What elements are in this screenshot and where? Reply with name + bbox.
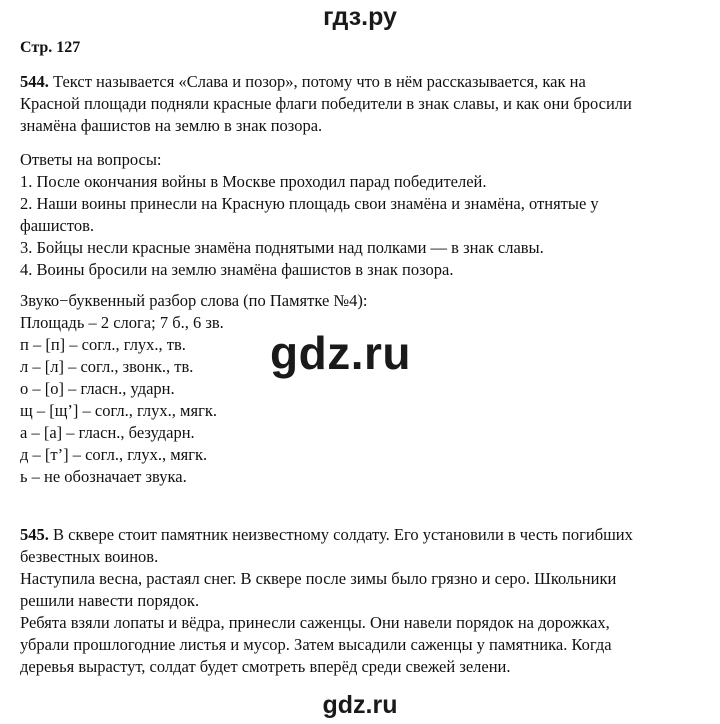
text-line: Красной площади подняли красные флаги победители в знак славы, и как они бросили bbox=[20, 94, 632, 113]
answer-line: фашистов. bbox=[20, 216, 95, 235]
text-line: знамёна фашистов на землю в знак позора. bbox=[20, 116, 323, 135]
text-fragment: В сквере стоит памятник неизвестному солдату. Его установили в честь погибших bbox=[48, 525, 633, 544]
text-line bbox=[20, 524, 690, 546]
text-line: убрали прошлогодние листья и мусор. Затем высадили саженцы у памятника. Когда bbox=[20, 635, 612, 654]
text-fragment: Текст называется «Слава и позор», потому что в нём рассказывается, как на bbox=[48, 72, 586, 91]
answer-line: 4. Воины бросили на землю знамёна фашистов в знак позора. bbox=[20, 260, 454, 279]
exercise-545-text bbox=[20, 524, 690, 678]
analysis-line: а – [а] – гласн., безударн. bbox=[20, 423, 195, 442]
text-line: безвестных воинов. bbox=[20, 547, 159, 566]
analysis-line: Площадь – 2 слога; 7 б., 6 зв. bbox=[20, 313, 224, 332]
exercise-number: 544. bbox=[20, 72, 49, 91]
text-line: решили навести порядок. bbox=[20, 591, 200, 610]
word-analysis-section bbox=[20, 290, 690, 488]
analysis-title: Звуко−буквенный разбор слова (по Памятке №4): bbox=[20, 291, 368, 310]
text-line: Наступила весна, растаял снег. В сквере после зимы было грязно и серо. Школьники bbox=[20, 569, 617, 588]
answers-section bbox=[20, 149, 690, 281]
analysis-line: ь – не обозначает звука. bbox=[20, 467, 187, 486]
answer-line: 3. Бойцы несли красные знамёна поднятыми над полками — в знак славы. bbox=[20, 238, 544, 257]
text-line: деревья вырастут, солдат будет смотреть вперёд среди свежей зелени. bbox=[20, 657, 511, 676]
analysis-line: о – [о] – гласн., ударн. bbox=[20, 379, 175, 398]
answers-title: Ответы на вопросы: bbox=[20, 150, 162, 169]
page-number: Стр. 127 bbox=[20, 39, 81, 56]
analysis-line: щ – [щ’] – согл., глух., мягк. bbox=[20, 401, 217, 420]
text-line: Ребята взяли лопаты и вёдра, принесли саженцы. Они навели порядок на дорожках, bbox=[20, 613, 610, 632]
answer-line: 1. После окончания войны в Москве проходил парад победителей. bbox=[20, 172, 487, 191]
exercise-544-text bbox=[20, 71, 690, 137]
exercise-number: 545. bbox=[20, 525, 49, 544]
answer-line: 2. Наши воины принесли на Красную площадь свои знамёна и знамёна, отнятые у bbox=[20, 194, 599, 213]
site-header: гдз.ру bbox=[323, 3, 397, 31]
analysis-line: п – [п] – согл., глух., тв. bbox=[20, 335, 186, 354]
analysis-line: д – [т’] – согл., глух., мягк. bbox=[20, 445, 208, 464]
analysis-line: л – [л] – согл., звонк., тв. bbox=[20, 357, 194, 376]
watermark-logo: gdz.ru bbox=[270, 327, 411, 379]
text-line bbox=[20, 71, 690, 93]
site-footer: gdz.ru bbox=[322, 691, 398, 719]
